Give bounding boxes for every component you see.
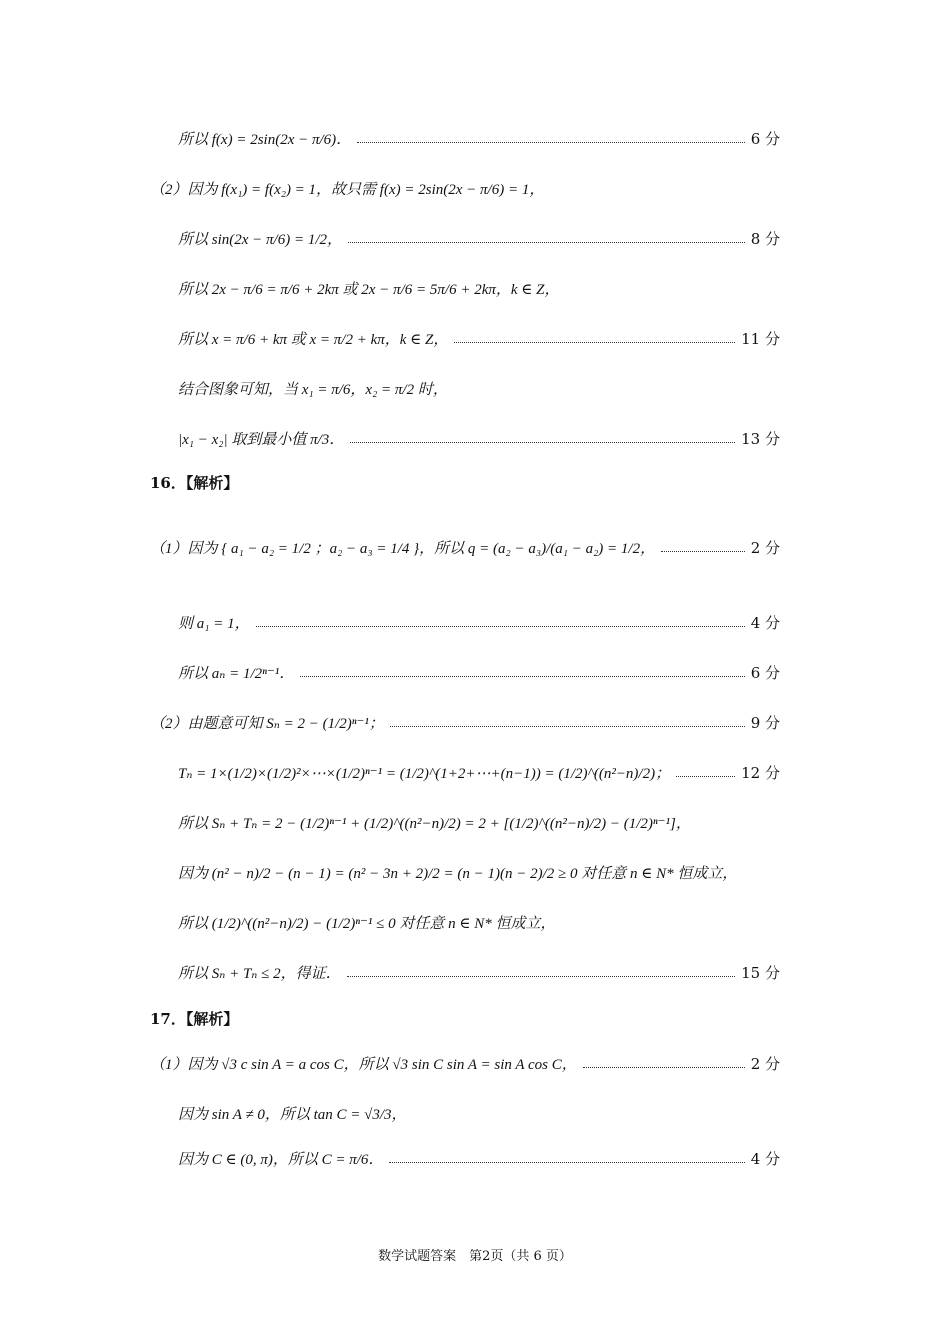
leader-dots [583,1066,745,1068]
line-text: 因为 C ∈ (0, π)，所以 C = π/6． [178,1152,384,1168]
score-label: 2 分 [750,1055,780,1073]
answer-line-4 [178,278,780,299]
line-text: Tₙ = 1×(1/2)×(1/2)²×⋯×(1/2)ⁿ⁻¹ = (1/2)^(1+2+⋯+(n−1)) = (1/2)^((n²−n)/2)； [178,766,671,782]
leader-dots [676,775,735,777]
answer-line-5 [178,328,780,349]
leader-dots [348,241,745,243]
answer-line-1 [178,128,780,149]
score-label: 15 分 [741,964,780,982]
answer-line-19 [150,1053,780,1074]
answer-line-13 [178,762,780,783]
section-17-heading: 17．【解析】 [150,1010,239,1028]
score-label: 11 分 [741,330,780,348]
leader-dots [661,550,745,552]
leader-dots [389,1161,744,1163]
leader-dots [454,341,735,343]
leader-dots [256,625,745,627]
line-text: 结合图象可知，当 x₁ = π/6，x₂ = π/2 时， [178,382,448,398]
page-footer: 数学试题答案 第2页（共 6 页） [378,1249,572,1264]
score-label: 8 分 [750,230,780,248]
score-label: 6 分 [750,130,780,148]
answer-line-12 [150,712,780,733]
leader-dots [347,975,736,977]
section-16-heading: 16．【解析】 [150,474,239,492]
answer-line-3 [178,228,780,249]
line-text: 所以 (1/2)^((n²−n)/2) − (1/2)ⁿ⁻¹ ≤ 0 对任意 n ∈ N* 恒成立， [178,916,556,932]
answer-line-6 [178,378,780,399]
line-text: （1）因为 √3 c sin A = a cos C，所以 √3 sin C sin A = sin A cos C， [150,1057,577,1073]
answer-line-21 [178,1148,780,1169]
leader-dots [350,441,735,443]
answer-line-20 [178,1103,780,1124]
line-text: 因为 (n² − n)/2 − (n − 1) = (n² − 3n + 2)/2 = (n − 1)(n − 2)/2 ≥ 0 对任意 n ∈ N* 恒成立， [178,866,738,882]
answer-line-7 [178,428,780,449]
line-text: 则 a₁ = 1， [178,616,250,632]
line-text: 所以 Sₙ + Tₙ = 2 − (1/2)ⁿ⁻¹ + (1/2)^((n²−n)/2) = 2 + [(1/2)^((n²−n)/2) − (1/2)ⁿ⁻¹]， [178,816,691,832]
answer-line-9 [150,537,780,558]
line-text: 所以 Sₙ + Tₙ ≤ 2，得证． [178,966,341,982]
line-text: 所以 sin(2x − π/6) = 1/2， [178,232,342,248]
answer-line-11 [178,662,780,683]
score-label: 4 分 [750,614,780,632]
score-label: 6 分 [750,664,780,682]
score-label: 4 分 [750,1150,780,1168]
line-text: 因为 sin A ≠ 0，所以 tan C = √3/3， [178,1107,407,1123]
line-text: 所以 x = π/6 + kπ 或 x = π/2 + kπ，k ∈ Z， [178,332,449,348]
answer-line-10 [178,612,780,633]
answer-line-2 [150,178,780,199]
score-label: 2 分 [750,539,780,557]
answer-line-14 [178,812,780,833]
line-text: 所以 2x − π/6 = π/6 + 2kπ 或 2x − π/6 = 5π/6 + 2kπ，k ∈ Z， [178,282,560,298]
line-text: 所以 f(x) = 2sin(2x − π/6)． [178,132,352,148]
line-text: （2）由题意可知 Sₙ = 2 − (1/2)ⁿ⁻¹； [150,716,384,732]
leader-dots [300,675,744,677]
line-text: （1）因为 { a₁ − a₂ = 1/2 ；a₂ − a₃ = 1/4 }，所以 q = (a₂ − a₃)/(a₁ − a₂) = 1/2， [150,541,656,557]
score-label: 9 分 [750,714,780,732]
leader-dots [390,725,745,727]
line-text: （2）因为 f(x₁) = f(x₂) = 1，故只需 f(x) = 2sin(2x − π/6) = 1， [150,182,545,198]
answer-line-15 [178,862,780,883]
line-text: 所以 aₙ = 1/2ⁿ⁻¹． [178,666,295,682]
line-text: |x₁ − x₂| 取到最小值 π/3． [178,432,345,448]
answer-line-17 [178,962,780,983]
score-label: 13 分 [741,430,780,448]
score-label: 12 分 [741,764,780,782]
leader-dots [357,141,745,143]
answer-line-16 [178,912,780,933]
